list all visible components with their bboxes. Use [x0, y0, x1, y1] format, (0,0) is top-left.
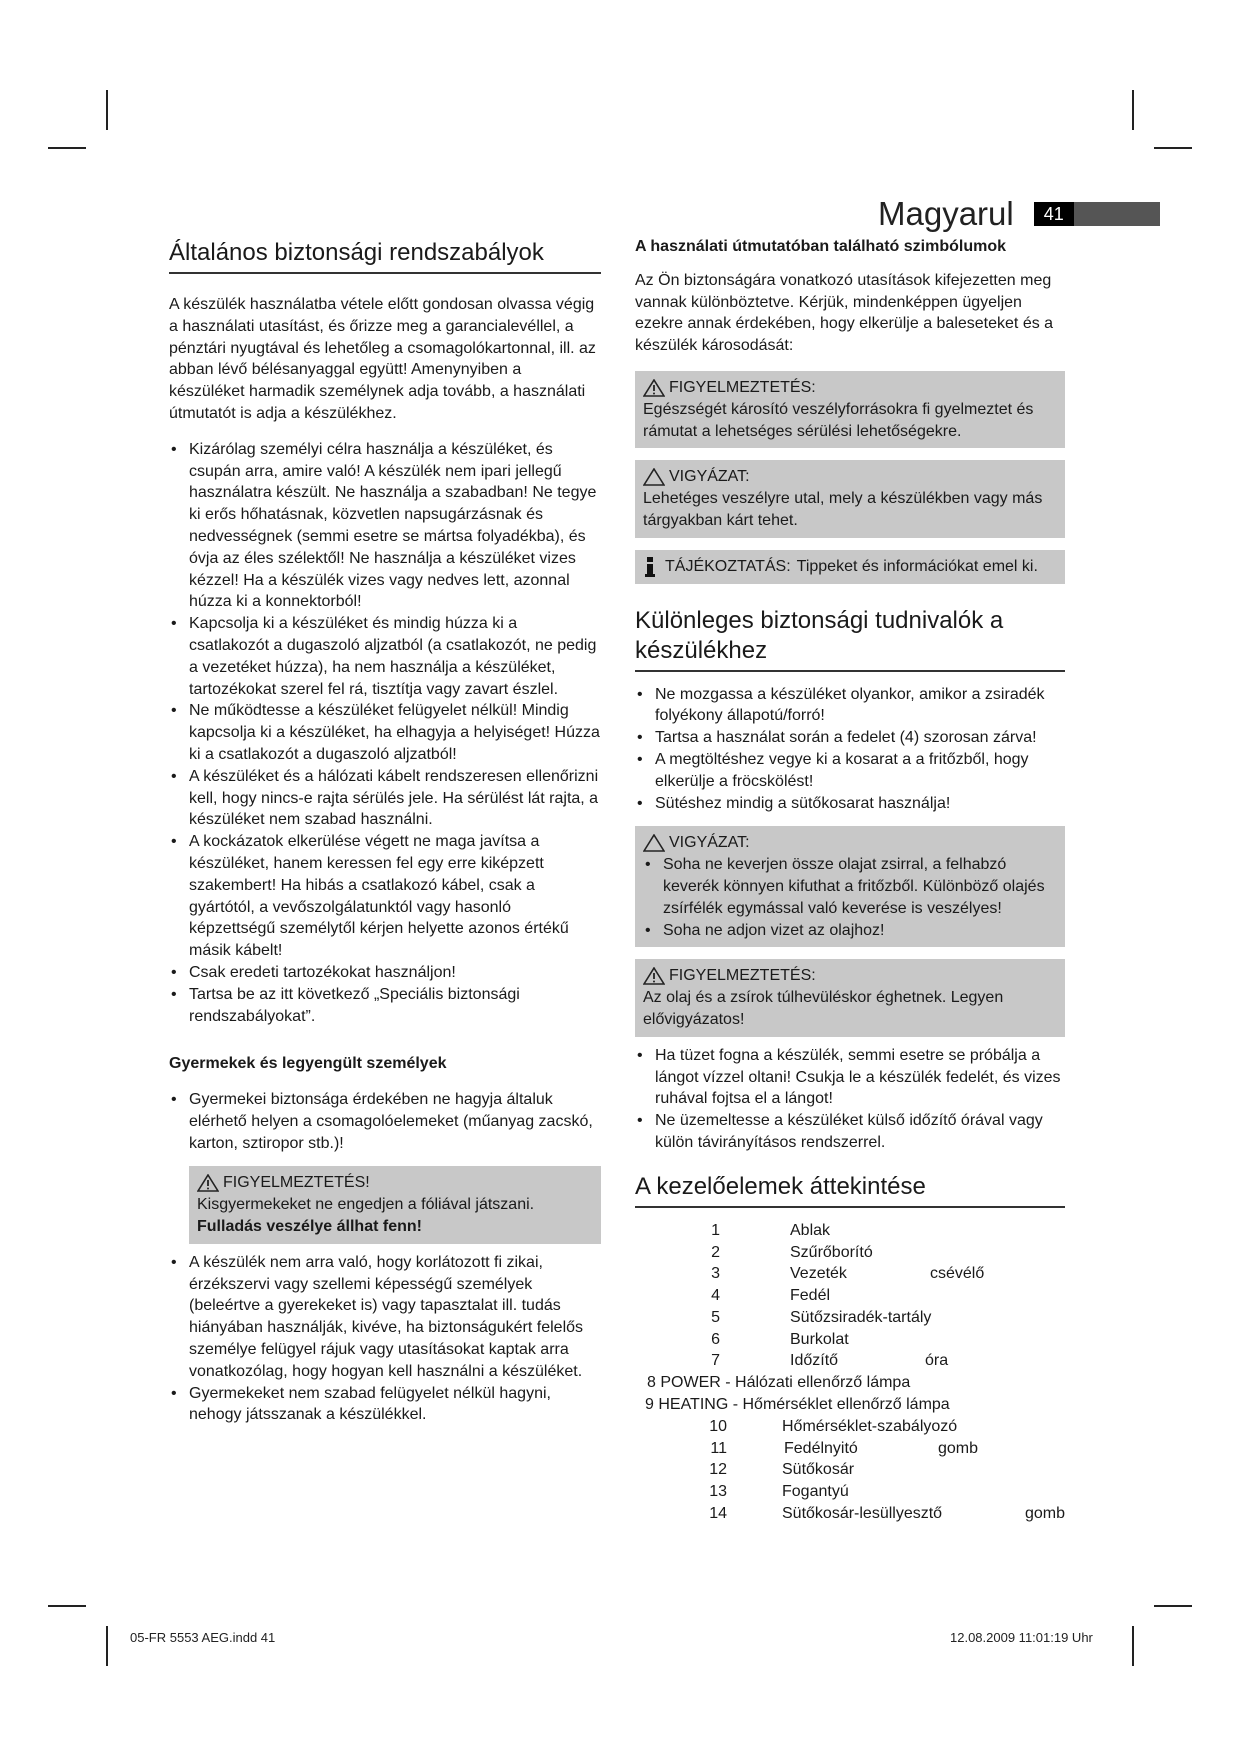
list-item: • Ne mozgassa a készüléket olyankor, amikor a zsiradék folyékony állapotú/forró! — [635, 684, 1065, 728]
crop-mark — [106, 1626, 108, 1666]
part-row: 7 Időzítő óra — [711, 1352, 949, 1370]
page-number: 41 — [1034, 202, 1074, 226]
part-row: 13 Fogantyú — [709, 1483, 849, 1501]
part-row: 10 Hőmérséklet-szabályozó — [709, 1417, 958, 1435]
general-safety-title: Általános biztonsági rendszabályok — [169, 238, 601, 274]
part-row: 9 HEATING - Hőmérséklet ellenőrző lámpa — [645, 1396, 950, 1414]
footer-timestamp: 12.08.2009 11:01:19 Uhr — [950, 1630, 1093, 1645]
caution-symbol-text: Lehetéges veszélyre utal, mely a készülékben vagy más tárgyakban kárt tehet. — [643, 490, 1043, 529]
info-symbol-title: TÁJÉKOZTATÁS: — [665, 557, 791, 575]
footer-file: 05-FR 5553 AEG.indd 41 — [130, 1630, 276, 1645]
list-item: • Soha ne adjon vizet az olajhoz! — [643, 920, 1057, 942]
warning-symbol-box — [635, 371, 1065, 448]
left-column — [169, 238, 601, 1426]
list-item: • Soha ne keverjen össze olajat zsirral, a felhabzó keverék könnyen kifuthat a fritőzből. Különböző olajés zsírfélék egymással való keverése is veszélyes! — [643, 854, 1057, 919]
parts-list — [635, 1220, 1065, 1525]
list-item: • Csak eredeti tartozékokat használjon! — [169, 962, 601, 984]
crop-mark — [48, 147, 86, 149]
info-symbol-box — [635, 550, 1065, 584]
caution-triangle-icon — [643, 468, 665, 486]
list-item: • Tartsa be az itt következő „Speciális biztonsági rendszabályokat”. — [169, 984, 601, 1028]
fire-list — [635, 1045, 1065, 1154]
crop-mark — [106, 90, 108, 130]
warning-box-2-text: Az olaj és a zsírok túlhevüléskor éghetnek. Legyen elővigyázatos! — [643, 989, 1004, 1028]
crop-mark — [1132, 90, 1134, 130]
warning-symbol-title: FIGYELMEZTETÉS: — [669, 378, 816, 396]
info-icon — [643, 557, 657, 577]
part-row: 2 Szűrőborító — [711, 1243, 873, 1261]
crop-mark — [1132, 1626, 1134, 1666]
warning-box-bold: Fulladás veszélye állhat fenn! — [197, 1218, 422, 1236]
warning-triangle-icon — [643, 967, 665, 985]
symbols-heading: A használati útmutatóban található szimbólumok — [635, 238, 1006, 255]
list-item: • Kapcsolja ki a készüléket és mindig húzza ki a csatlakozót a dugaszoló aljzatból (a csatlakozót, ne pedig a vezetéket húzza), ha nem használja a készüléket, tartozékokat szerel fel rá, tisztítja vagy zavart észlel. — [169, 613, 601, 700]
special-list — [635, 684, 1065, 815]
part-row: 12 Sütőkosár — [709, 1461, 855, 1479]
children-heading: Gyermekek és legyengült személyek — [169, 1055, 447, 1073]
list-item: • Tartsa a használat során a fedelet (4) szorosan zárva! — [635, 727, 1065, 749]
page-header — [878, 194, 1160, 234]
list-item: • A készüléket és a hálózati kábelt rendszeresen ellenőrizni kell, hogy nincs-e rajta sérülés jele. Ha sérülést lát rajta, a készüléket nem szabad használni. — [169, 766, 601, 831]
list-item: • A kockázatok elkerülése végett ne maga javítsa a készüléket, hanem keressen fel egy erre kiképzett szakembert! Ha hibás a csatlakozó kábel, csak a gyártótól, a vevőszolgálatunktól vagy hasonló képzettségű személytől kérjen helyette azonos értékű másik kábelt! — [169, 831, 601, 962]
symbols-intro: Az Ön biztonságára vonatkozó utasítások kifejezetten meg vannak különböztetve. Kérjük, mindenképpen ügyeljen ezekre annak érdekében, hogy elkerülje a baleseteket és a készülék károsodását: — [635, 271, 1054, 355]
list-item: • A készülék nem arra való, hogy korlátozott fi zikai, érzékszervi vagy szellemi képességű személyek (beleértve a gyerekeket is) vagy tapasztalat ill. tudás hiányában használják, kivéve, ha biztonságukért felelős személye felügyel rájuk vagy utasításokat kaptak arra vonatkozólag, hogy hogyan kell használni a készüléket. — [169, 1252, 601, 1383]
right-column — [635, 236, 1065, 1525]
list-item: • A megtöltéshez vegye ki a kosarat a a fritőzből, hogy elkerülje a fröcskölést! — [635, 749, 1065, 793]
warning-symbol-text: Egészségét károsító veszélyforrásokra fi gyelmeztet és rámutat a lehetséges sérülési lehetőségekre. — [643, 400, 1034, 440]
list-item: • Kizárólag személyi célra használja a készüléket, és csupán arra, amire való! A készülék nem ipari jellegű használatra készült. Ne használja a szabadban! Ne tegye ki erős hőhatásnak, közvetlen napsugárzásnak és nedvességnek (semmi esetre se mártsa folyadékba), és óvja az éles szélektől! Ne használja a készüléket vizes kézzel! Ha a készülék vizes vagy nedves lett, azonnal húzza ki a konnektorból! — [169, 439, 601, 613]
header-bar — [1074, 202, 1160, 226]
crop-mark — [1154, 1605, 1192, 1607]
language-title: Magyarul — [878, 195, 1014, 232]
crop-mark — [1154, 147, 1192, 149]
warning-box-2-title: FIGYELMEZTETÉS: — [669, 967, 816, 985]
children-list — [169, 1089, 601, 1154]
part-row: 1 Ablak — [711, 1221, 831, 1239]
parts-title: A kezelőelemek áttekintése — [635, 1172, 1065, 1208]
warning-box-2 — [635, 959, 1065, 1036]
info-symbol-text: Tippeket és információkat emel ki. — [796, 557, 1038, 575]
safety-list — [169, 439, 601, 1028]
caution-triangle-icon — [643, 834, 665, 852]
warning-triangle-icon — [643, 379, 665, 397]
warning-box-text: Kisgyermekeket ne engedjen a fóliával játszani. — [197, 1196, 535, 1214]
list-item: • Ha tüzet fogna a készülék, semmi esetre se próbálja a lángot vízzel oltani! Csukja le a készülék fedelét, és vizes ruhával fojtsa el a lángot! — [635, 1045, 1065, 1110]
warning-box-title: FIGYELMEZTETÉS! — [197, 1172, 593, 1194]
warning-box — [189, 1166, 601, 1243]
list-item: • Gyermekei biztonsága érdekében ne hagyja általuk elérhető helyen a csomagolóelemeket (műanyag zacskó, karton, sztiropor stb.)! — [169, 1089, 601, 1154]
caution-box-2 — [635, 826, 1065, 947]
list-item: • Sütéshez mindig a sütőkosarat használja! — [635, 793, 1065, 815]
part-row: 3 Vezeték csévélő — [711, 1265, 985, 1283]
children-list-2 — [169, 1252, 601, 1426]
part-row: 4 Fedél — [711, 1287, 831, 1305]
crop-mark — [48, 1605, 86, 1607]
part-row: 5 Sütőzsiradék-tartály — [711, 1308, 932, 1326]
part-row: 14 Sütőkosár-lesüllyesztő gomb — [709, 1505, 1066, 1523]
list-item: • Ne üzemeltesse a készüléket külső időzítő órával vagy külön távirányításos rendszerrel. — [635, 1110, 1065, 1154]
special-safety-title: Különleges biztonsági tudnivalók a készülékhez — [635, 606, 1065, 672]
part-row: 6 Burkolat — [711, 1330, 849, 1348]
list-item: • Gyermekeket nem szabad felügyelet nélkül hagyni, nehogy játsszanak a készülékkel. — [169, 1383, 601, 1427]
part-row: 8 POWER - Hálózati ellenőrző lámpa — [647, 1374, 911, 1392]
part-row: 11 Fedélnyitó gomb — [710, 1439, 979, 1457]
warning-triangle-icon — [197, 1174, 219, 1192]
caution-box-2-list — [643, 854, 1057, 941]
intro-paragraph: A készülék használatba vétele előtt gondosan olvassa végig a használati utasítást, és őrizze meg a garancialevéllel, a pénztári nyugtával és lehetőleg a csomagolókartonnal, ill. az abban lévő bélésanyaggal együtt! Amenynyiben a készüléket harmadik személynek adja tovább, a használati útmutatót is adja a készülékhez. — [169, 296, 596, 422]
caution-symbol-box — [635, 460, 1065, 537]
caution-box-2-title: VIGYÁZAT: — [669, 834, 750, 852]
caution-symbol-title: VIGYÁZAT: — [669, 468, 750, 486]
list-item: • Ne működtesse a készüléket felügyelet nélkül! Mindig kapcsolja ki a készüléket, ha elhagyja a helyiséget! Húzza ki a csatlakozót a dugaszoló aljzatból! — [169, 700, 601, 765]
